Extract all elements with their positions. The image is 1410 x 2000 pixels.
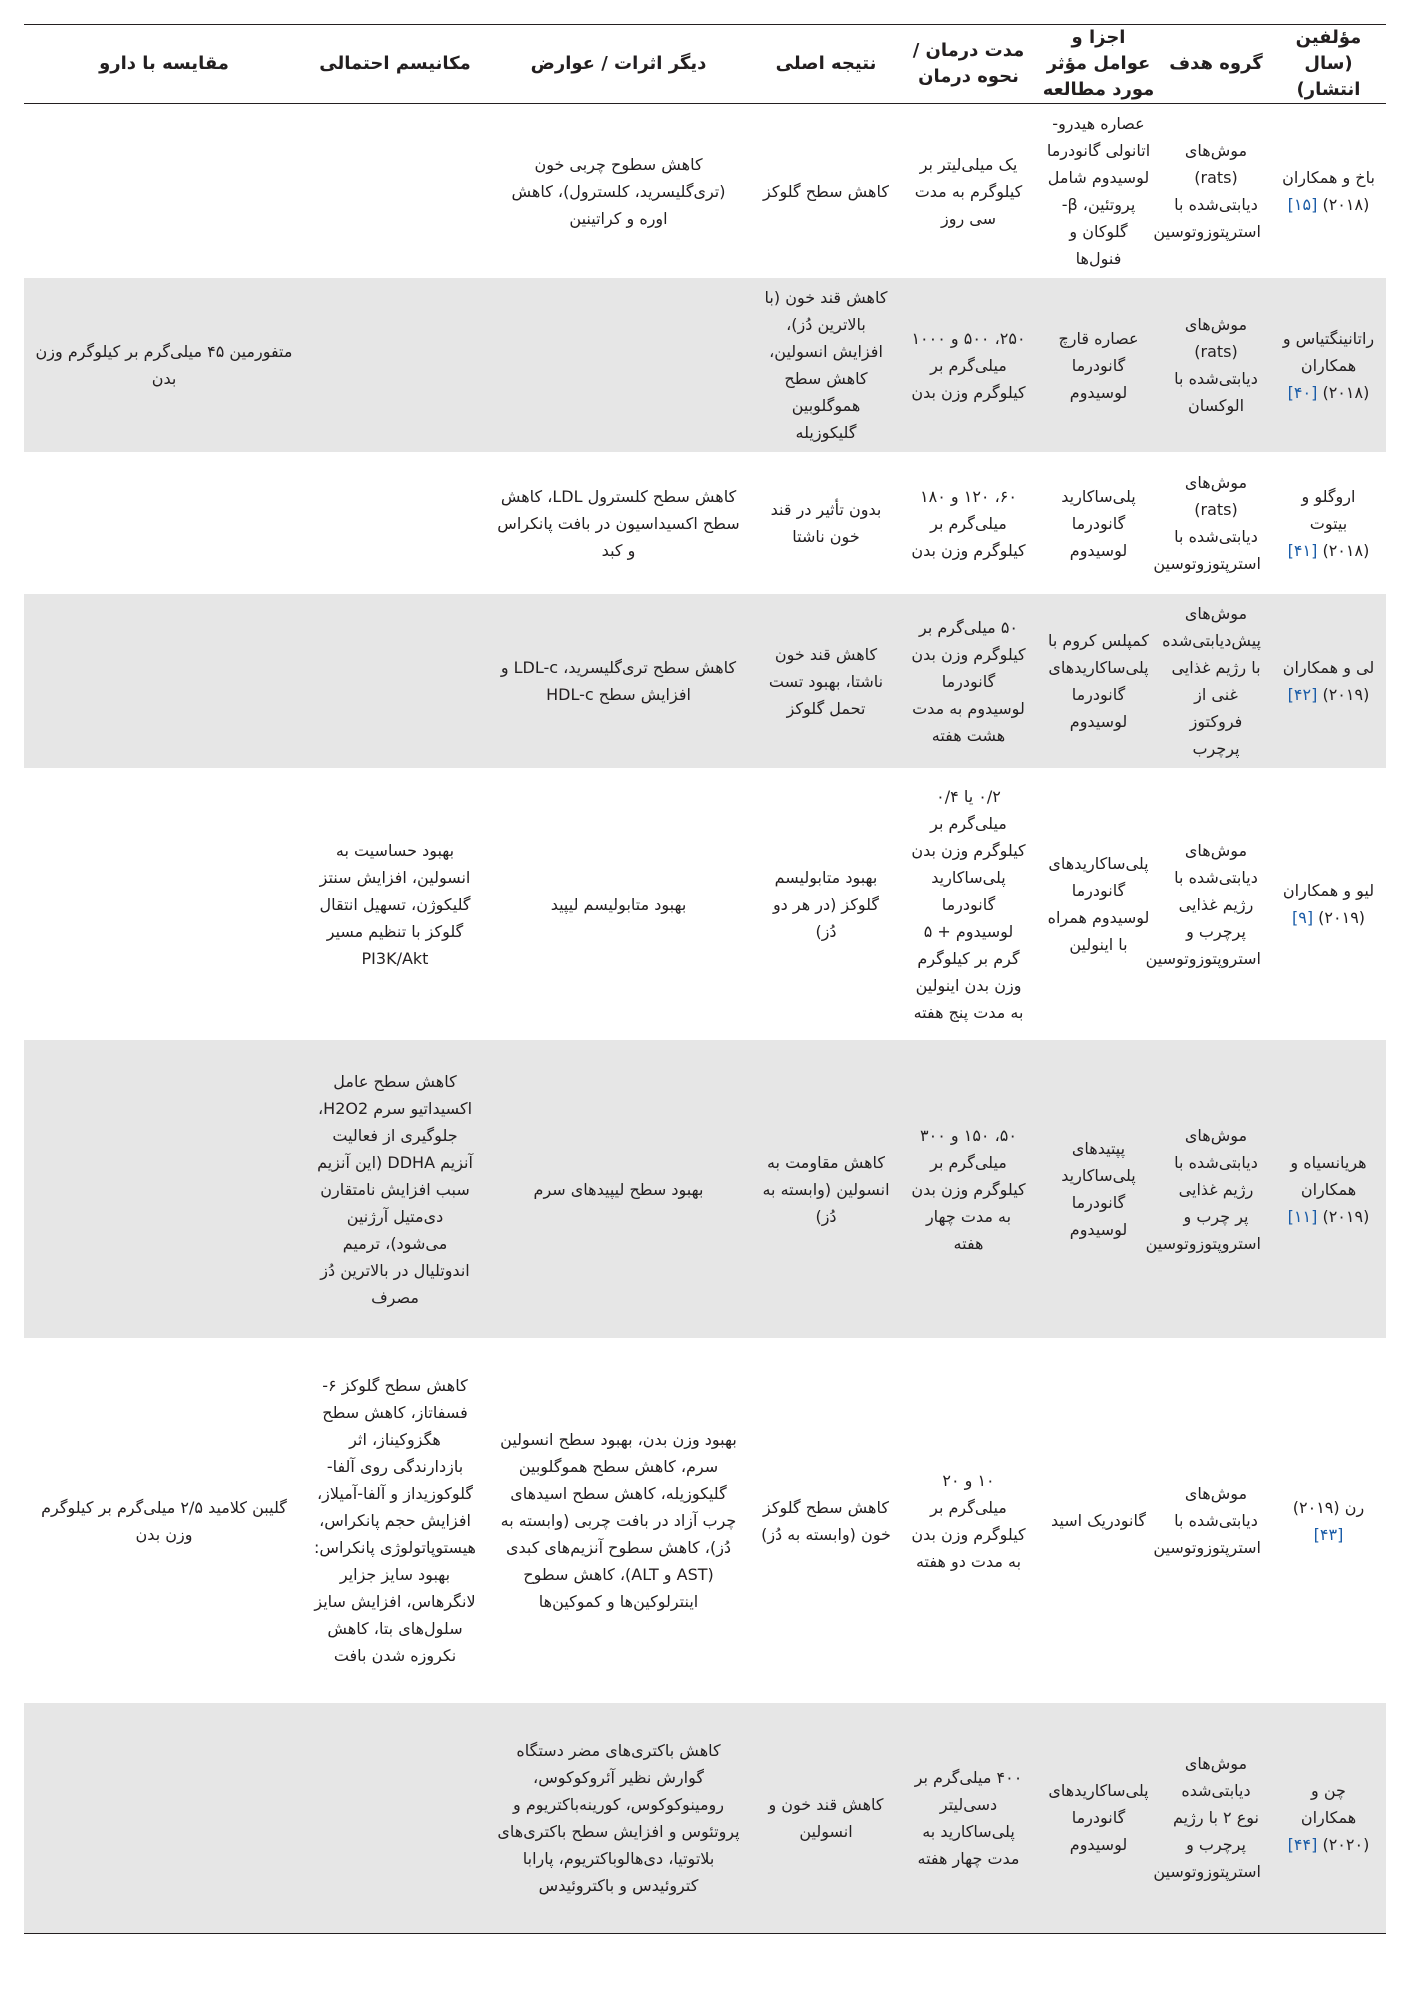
cell-mechanism <box>304 278 486 452</box>
cell-target: موش‌های (rats) دیابتی‌شده با استرپتوزوتوسین <box>1153 141 1261 241</box>
cell-duration: ۵۰، ۱۵۰ و ۳۰۰ میلی‌گرم بر کیلوگرم وزن بدن به مدت چهار هفته <box>901 1040 1036 1338</box>
cell-target: موش‌های دیابتی‌شده نوع ۲ با رژیم پرچرب و استرپتوزوتوسین <box>1161 1703 1271 1933</box>
cell-drug <box>24 104 304 279</box>
reference-link[interactable]: [۱۵] <box>1287 195 1318 214</box>
table-row <box>24 1703 1386 1933</box>
cell-drug <box>24 1040 304 1338</box>
cell-duration: ۲۵۰، ۵۰۰ و ۱۰۰۰ میلی‌گرم بر کیلوگرم وزن بدن <box>901 278 1036 452</box>
reference-link[interactable]: [۴۰] <box>1287 382 1318 402</box>
table-row <box>24 594 1386 768</box>
author-year: (۲۰۱۸) <box>1322 540 1370 560</box>
cell-drug <box>24 452 304 594</box>
table-row <box>24 768 1386 1040</box>
author-name: لیو و همکاران <box>1282 881 1375 900</box>
author-name: چن و همکاران <box>1300 1781 1357 1828</box>
cell-drug: گلیبن کلامید ۲/۵ میلی‌گرم بر کیلوگرم وزن بدن <box>41 1497 287 1544</box>
cell-target: موش‌های (rats) دیابتی‌شده با الوکسان <box>1161 278 1271 452</box>
header-duration: مدت درمان / نحوه درمان <box>901 25 1036 104</box>
cell-main-result: کاهش قند خون ناشتا، بهبود تست تحمل گلوکز <box>751 594 901 768</box>
cell-mechanism: کاهش سطح عامل اکسیداتیو سرم H2O2، جلوگیری از فعالیت آنزیم DDHA (این آنزیم سبب افزایش نامتقارن دی‌متیل آرژنین می‌شود)، ترمیم اندوتلیال در بالاترین دُز مصرف <box>304 1040 486 1338</box>
cell-mechanism <box>304 104 486 279</box>
cell-drug <box>24 768 304 1040</box>
header-mechanism: مکانیسم احتمالی <box>304 25 486 104</box>
cell-mechanism <box>304 594 486 768</box>
cell-main-result: کاهش قند خون و انسولین <box>751 1703 901 1933</box>
table-row <box>24 1040 1386 1338</box>
reference-link[interactable]: [۴۳] <box>1313 1524 1344 1544</box>
cell-author <box>1271 1040 1386 1338</box>
author-year: (۲۰۱۹) <box>1322 1206 1370 1226</box>
cell-target: موش‌های دیابتی‌شده با رژیم غذایی پرچرب و استروپتوزوتوسین <box>1145 840 1261 968</box>
table-row <box>24 104 1386 279</box>
reference-link[interactable]: [۴۲] <box>1287 685 1318 704</box>
cell-target: موش‌های دیابتی‌شده با استرپتوزوتوسین <box>1153 1484 1261 1557</box>
cell-author <box>1271 104 1386 279</box>
table-row <box>24 452 1386 594</box>
cell-main-result: کاهش سطح گلوکز خون (وابسته به دُز) <box>761 1497 891 1544</box>
cell-mechanism <box>304 1703 486 1933</box>
table-row <box>24 1338 1386 1703</box>
cell-other-effects: کاهش سطوح چربی خون (تری‌گلیسرید، کلسترول)، کاهش اوره و کراتینین <box>511 154 726 228</box>
cell-mechanism: بهبود حساسیت به انسولین، افزایش سنتز گلیکوژن، تسهیل انتقال گلوکز با تنظیم مسیر PI3K/Akt <box>319 840 471 968</box>
cell-components: گانودریک اسید <box>1051 1511 1146 1530</box>
cell-mechanism <box>304 452 486 594</box>
cell-components: پپتیدهای پلی‌ساکارید گانودرما لوسیدوم <box>1036 1040 1161 1338</box>
cell-other-effects: بهبود متابولیسم لیپید <box>550 894 687 914</box>
reference-link[interactable]: [۱۱] <box>1287 1206 1318 1226</box>
cell-components: کمپلس کروم با پلی‌ساکاریدهای گانودرما لوسیدوم <box>1036 594 1161 768</box>
cell-target: موش‌های (rats) دیابتی‌شده با استرپتوزوتوسین <box>1153 473 1261 573</box>
cell-target: موش‌های دیابتی‌شده با رژیم غذایی پر چرب و استروپتوزوتوسین <box>1161 1040 1271 1338</box>
header-components: اجزا و عوامل مؤثر مورد مطالعه <box>1036 25 1161 104</box>
author-name: رن <box>1344 1497 1365 1517</box>
author-year: (۲۰۱۹) <box>1318 908 1366 927</box>
cell-main-result: کاهش سطح گلوکز <box>763 181 889 201</box>
author-year: (۲۰۱۸) <box>1322 382 1370 402</box>
cell-author <box>1271 1338 1386 1703</box>
header-authors: مؤلفین (سال انتشار) <box>1271 25 1386 104</box>
cell-author <box>1271 594 1386 768</box>
cell-main-result: بدون تأثیر در قند خون ناشتا <box>770 500 882 546</box>
cell-drug <box>24 1703 304 1933</box>
cell-components: عصاره قارچ گانودرما لوسیدوم <box>1036 278 1161 452</box>
cell-other-effects <box>486 278 751 452</box>
cell-duration: ۰/۲ یا ۰/۴ میلی‌گرم بر کیلوگرم وزن بدن پلی‌ساکارید گانودرما لوسیدوم + ۵ گرم بر کیلوگرم وزن بدن اینولین به مدت پنج هفته <box>911 786 1026 1022</box>
cell-duration: ۶۰، ۱۲۰ و ۱۸۰ میلی‌گرم بر کیلوگرم وزن بدن <box>911 486 1026 560</box>
author-year: (۲۰۱۹) <box>1322 685 1370 704</box>
cell-author <box>1271 278 1386 452</box>
header-main-result: نتیجه اصلی <box>751 25 901 104</box>
author-name: باخ و همکاران <box>1282 168 1375 187</box>
header-row <box>24 25 1386 104</box>
cell-duration: ۴۰۰ میلی‌گرم بر دسی‌لیتر پلی‌ساکارید به مدت چهار هفته <box>901 1703 1036 1933</box>
header-other-effects: دیگر اثرات / عوارض <box>486 25 751 104</box>
reference-link[interactable]: [۹] <box>1291 908 1314 927</box>
cell-components: پلی‌ساکاریدهای گانودرما لوسیدوم <box>1036 1703 1161 1933</box>
header-drug-comparison: مقایسه با دارو <box>24 25 304 104</box>
cell-author <box>1271 452 1386 594</box>
cell-components: عصاره هیدرو-اتانولی گانودرما لوسیدوم شامل پروتئین، β- گلوکان و فنول‌ها <box>1046 114 1151 268</box>
cell-other-effects: بهبود وزن بدن، بهبود سطح انسولین سرم، کاهش سطح هموگلوبین گلیکوزیله، کاهش سطح اسیدهای چرب آزاد در بافت چربی (وابسته به دُز)، کاهش سطوح آنزیم‌های کبدی (AST و ALT)، کاهش سطوح اینترلوکین‌ها و کموکین‌ها <box>500 1430 737 1611</box>
author-year: (۲۰۱۸) <box>1322 195 1370 214</box>
cell-duration: ۵۰ میلی‌گرم بر کیلوگرم وزن بدن گانودرما لوسیدوم به مدت هشت هفته <box>901 594 1036 768</box>
reference-link[interactable]: [۴۱] <box>1287 540 1318 560</box>
cell-mechanism: کاهش سطح گلوکز ۶- فسفاتاز، کاهش سطح هگزوکیناز، اثر بازدارندگی روی آلفا-گلوکوزیداز و آلفا-آمیلاز، افزایش حجم پانکراس، هیستوپاتولوژی پانکراس: بهبود سایز جزایر لانگرهاس، افزایش سایز سلول‌های بتا، کاهش نکروزه شدن بافت <box>314 1376 476 1665</box>
studies-table <box>24 24 1386 1934</box>
cell-other-effects: بهبود سطح لیپیدهای سرم <box>486 1040 751 1338</box>
cell-main-result: کاهش مقاومت به انسولین (وابسته به دُز) <box>751 1040 901 1338</box>
document <box>24 24 1386 1934</box>
cell-duration: ۱۰ و ۲۰ میلی‌گرم بر کیلوگرم وزن بدن به مدت دو هفته <box>911 1470 1026 1571</box>
reference-link[interactable]: [۴۴] <box>1287 1835 1318 1855</box>
cell-other-effects: کاهش سطح کلسترول LDL، کاهش سطح اکسیداسیون در بافت پانکراس و کبد <box>497 486 740 560</box>
cell-other-effects: کاهش باکتری‌های مضر دستگاه گوارش نظیر آئروکوکوس، رومینوکوکوس، کورینه‌باکتریوم و پروتئوس و افزایش سطح باکتری‌های بلاتوتیا، دی‌هالوباکتریوم، پارابا کتروئیدس و باکتروئیدس <box>486 1703 751 1933</box>
author-year: (۲۰۱۹) <box>1292 1497 1340 1517</box>
author-name: لی و همکاران <box>1282 658 1375 677</box>
cell-author <box>1271 768 1386 1040</box>
cell-components: پلی‌ساکاریدهای گانودرما لوسیدوم همراه با اینولین <box>1047 854 1150 954</box>
cell-duration: یک میلی‌لیتر بر کیلوگرم به مدت سی روز <box>914 154 1023 228</box>
author-name: اروگلو و بیتوت <box>1301 486 1356 533</box>
author-name: راتانینگتیاس و همکاران <box>1282 328 1375 375</box>
cell-target: موش‌های پیش‌دیابتی‌شده با رژیم غذایی غنی از فروکتوز پرچرب <box>1161 594 1271 768</box>
cell-other-effects: کاهش سطح تری‌گلیسرید، LDL-c و افزایش سطح HDL-c <box>486 594 751 768</box>
header-target-group: گروه هدف <box>1161 25 1271 104</box>
cell-main-result: کاهش قند خون (با بالاترین دُز)، افزایش انسولین، کاهش سطح هموگلوبین گلیکوزیله <box>751 278 901 452</box>
cell-components: پلی‌ساکارید گانودرما لوسیدوم <box>1061 486 1136 560</box>
cell-drug: متفورمین ۴۵ میلی‌گرم بر کیلوگرم وزن بدن <box>24 278 304 452</box>
cell-main-result: بهبود متابولیسم گلوکز (در هر دو دُز) <box>772 867 880 941</box>
author-year: (۲۰۲۰) <box>1322 1835 1370 1855</box>
author-name: هریانسیاه و همکاران <box>1290 1152 1367 1199</box>
cell-author <box>1271 1703 1386 1933</box>
cell-drug <box>24 594 304 768</box>
table-row <box>24 278 1386 452</box>
